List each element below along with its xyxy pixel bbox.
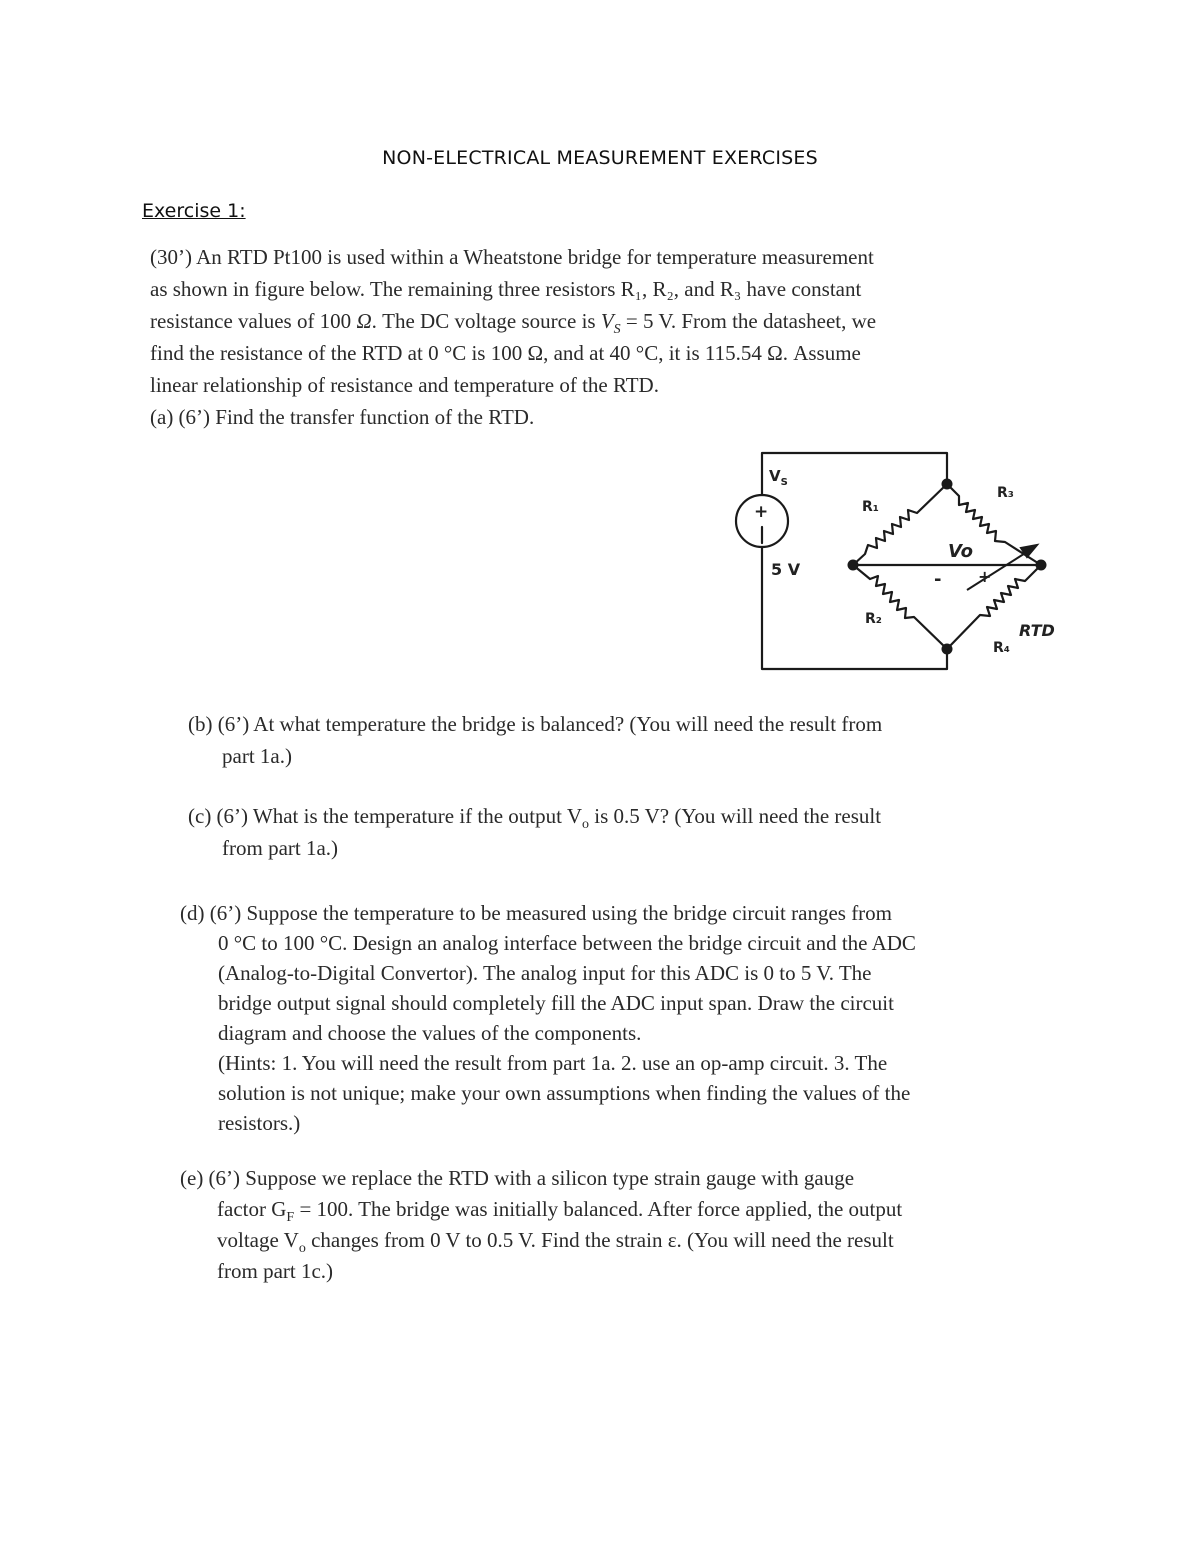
part-b-question bbox=[188, 708, 882, 772]
node-bottom bbox=[942, 644, 953, 655]
part-a-question: (a) (6’) Find the transfer function of the RTD. bbox=[150, 405, 535, 429]
source-label: $V_S$ bbox=[769, 467, 788, 488]
points-label: (30’) bbox=[150, 245, 192, 269]
part-d-line-1: (d) (6’) Suppose the temperature to be measured using the bridge circuit ranges from bbox=[180, 901, 893, 925]
node-top bbox=[942, 479, 953, 490]
source-plus-sign: + bbox=[754, 502, 769, 522]
vo-plus-sign: + bbox=[978, 567, 992, 586]
part-e-line-1: (e) (6’) Suppose we replace the RTD with a silicon type strain gauge with gauge bbox=[180, 1166, 855, 1190]
part-d-hint-3: resistors.) bbox=[218, 1111, 301, 1135]
label-r4: R₄ bbox=[993, 640, 1010, 656]
node-left bbox=[848, 560, 859, 571]
resistor-r2 bbox=[853, 565, 947, 649]
part-d-hint-1: (Hints: 1. You will need the result from part 1a. 2. use an op-amp circuit. 3. The bbox=[218, 1051, 888, 1075]
vo-minus-sign: - bbox=[934, 569, 942, 590]
part-b-line-1: (b) (6’) At what temperature the bridge is balanced? (You will need the result from bbox=[188, 712, 883, 736]
intro-line-3 bbox=[150, 305, 1050, 337]
label-vo: Vo bbox=[948, 541, 973, 562]
part-b-line-2: part 1a.) bbox=[222, 744, 292, 768]
part-c-line-2: from part 1a.) bbox=[222, 836, 339, 860]
part-d-question bbox=[180, 898, 916, 1138]
part-e-line-4: from part 1c.) bbox=[217, 1259, 334, 1283]
top-wire bbox=[762, 453, 947, 495]
wheatstone-bridge-diagram bbox=[715, 445, 1075, 680]
label-r2: R₂ bbox=[865, 611, 882, 627]
intro-line-2: as shown in figure below. The remaining three resistors R₁, R₂, and R₃ have constant bbox=[150, 277, 862, 301]
part-d-line-5: diagram and choose the values of the components. bbox=[218, 1021, 642, 1045]
part-e-text: voltage V bbox=[217, 1228, 299, 1252]
label-r3: R₃ bbox=[997, 485, 1014, 501]
intro-text: An RTD Pt100 is used within a Wheatstone bridge for temperature measurement bbox=[196, 245, 874, 269]
ohm-symbol: Ω bbox=[356, 309, 372, 333]
part-c-text: (c) (6’) What is the temperature if the output V bbox=[188, 804, 583, 828]
part-d-hint-2: solution is not unique; make your own assumptions when finding the values of the bbox=[218, 1081, 911, 1105]
gf-subscript: F bbox=[286, 1210, 295, 1226]
source-value: 5 V bbox=[771, 560, 801, 579]
intro-text: resistance values of 100 bbox=[150, 309, 357, 333]
vo-subscript: o bbox=[582, 817, 590, 833]
vs-symbol: V bbox=[600, 309, 614, 333]
part-d-line-2: 0 °C to 100 °C. Design an analog interface between the bridge circuit and the ADC bbox=[218, 931, 916, 955]
part-c-line-1 bbox=[188, 800, 881, 832]
label-rtd: RTD bbox=[1019, 621, 1055, 640]
intro-line-1 bbox=[150, 241, 1050, 273]
part-e-line-3 bbox=[180, 1225, 902, 1256]
exercise-intro bbox=[150, 241, 1050, 433]
exercise-heading: Exercise 1: bbox=[142, 200, 246, 222]
part-e-line-2 bbox=[180, 1194, 902, 1225]
intro-text: . The DC voltage source is bbox=[371, 309, 601, 333]
part-e-text: changes from 0 V to 0.5 V. Find the strain ε. (You will need the result bbox=[305, 1228, 894, 1252]
part-e-text: = 100. The bridge was initially balanced. After force applied, the output bbox=[294, 1197, 903, 1221]
part-d-line-3: (Analog-to-Digital Convertor). The analog input for this ADC is 0 to 5 V. The bbox=[218, 961, 872, 985]
page-title: NON-ELECTRICAL MEASUREMENT EXERCISES bbox=[382, 147, 818, 169]
resistor-r1 bbox=[853, 484, 947, 565]
part-e-text: factor G bbox=[217, 1197, 287, 1221]
label-r1: R₁ bbox=[862, 499, 879, 515]
part-e-question bbox=[180, 1163, 902, 1287]
node-right bbox=[1036, 560, 1047, 571]
rtd-arrow-line bbox=[967, 550, 1030, 590]
vo-subscript: o bbox=[298, 1241, 306, 1257]
intro-line-4: find the resistance of the RTD at 0 °C is 100 Ω, and at 40 °C, it is 115.54 Ω. Assume bbox=[150, 341, 861, 365]
part-c-question bbox=[188, 800, 881, 864]
intro-text: = 5 V. From the datasheet, we bbox=[620, 309, 877, 333]
vs-subscript: S bbox=[613, 322, 621, 338]
part-c-text: is 0.5 V? (You will need the result bbox=[589, 804, 882, 828]
intro-line-5: linear relationship of resistance and temperature of the RTD. bbox=[150, 373, 659, 397]
part-d-line-4: bridge output signal should completely fill the ADC input span. Draw the circuit bbox=[218, 991, 894, 1015]
